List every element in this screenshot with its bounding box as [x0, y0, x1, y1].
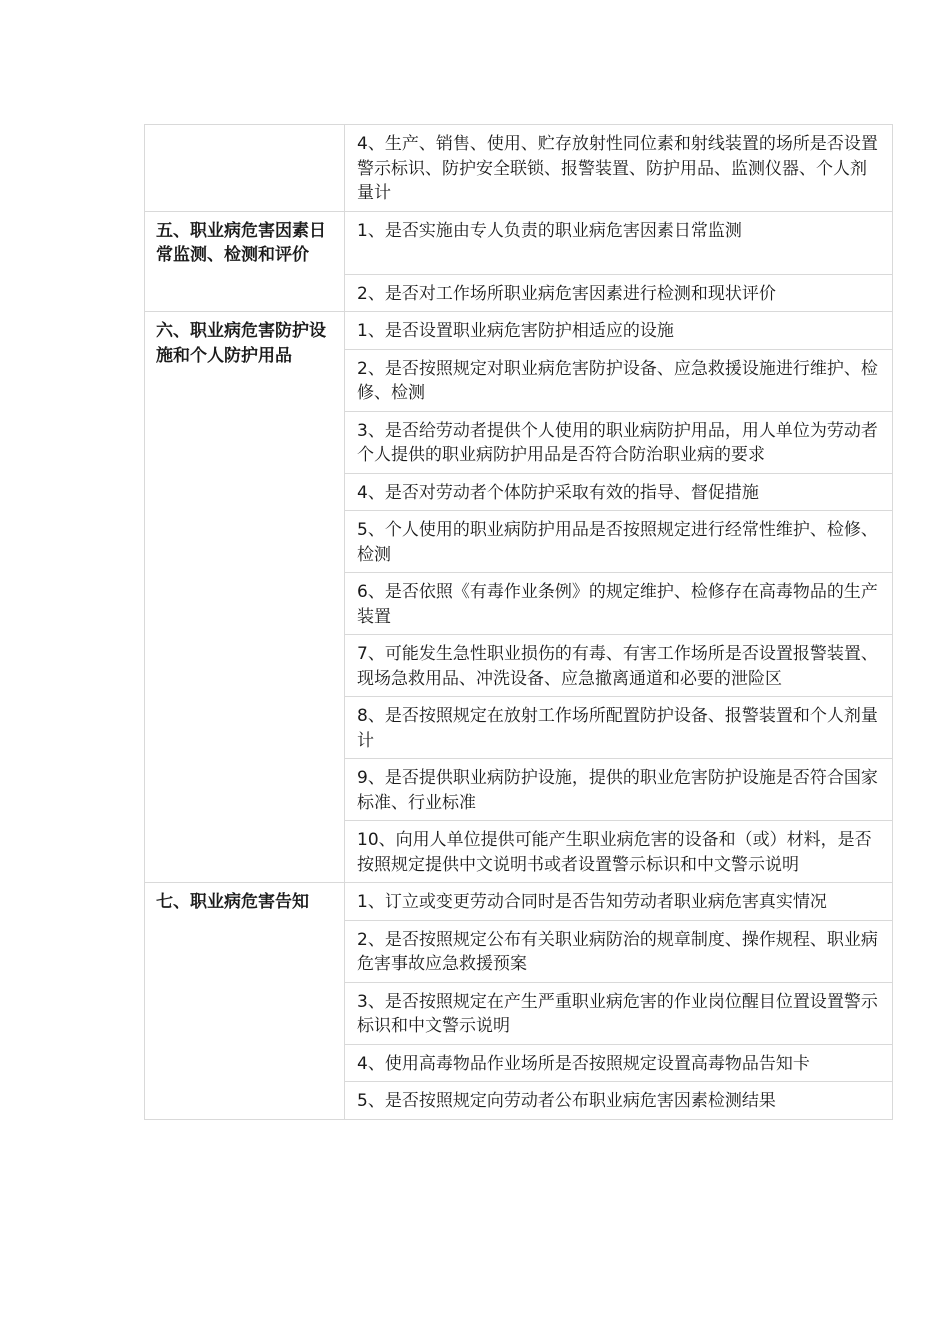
check-item: 2、是否按照规定公布有关职业病防治的规章制度、操作规程、职业病危害事故应急救援预案	[345, 920, 893, 982]
table-row	[145, 125, 893, 212]
check-item: 5、个人使用的职业病防护用品是否按照规定进行经常性维护、检修、检测	[345, 511, 893, 573]
check-item: 4、使用高毒物品作业场所是否按照规定设置高毒物品告知卡	[345, 1044, 893, 1082]
check-item: 3、是否给劳动者提供个人使用的职业病防护用品，用人单位为劳动者个人提供的职业病防护用品是否符合防治职业病的要求	[345, 411, 893, 473]
category-cell: 七、职业病危害告知	[145, 883, 345, 1120]
check-item: 1、订立或变更劳动合同时是否告知劳动者职业病危害真实情况	[345, 883, 893, 921]
category-cell: 六、职业病危害防护设施和个人防护用品	[145, 312, 345, 883]
check-item: 8、是否按照规定在放射工作场所配置防护设备、报警装置和个人剂量计	[345, 697, 893, 759]
table-row	[145, 312, 893, 350]
inspection-checklist-table	[144, 124, 893, 1120]
check-item: 1、是否实施由专人负责的职业病危害因素日常监测	[345, 211, 893, 274]
check-item: 2、是否对工作场所职业病危害因素进行检测和现状评价	[345, 274, 893, 312]
table-row	[145, 883, 893, 921]
check-item: 10、向用人单位提供可能产生职业病危害的设备和（或）材料，是否按照规定提供中文说明书或者设置警示标识和中文警示说明	[345, 821, 893, 883]
check-item: 9、是否提供职业病防护设施，提供的职业危害防护设施是否符合国家标准、行业标准	[345, 759, 893, 821]
check-item: 7、可能发生急性职业损伤的有毒、有害工作场所是否设置报警装置、现场急救用品、冲洗设备、应急撤离通道和必要的泄险区	[345, 635, 893, 697]
check-item: 4、是否对劳动者个体防护采取有效的指导、督促措施	[345, 473, 893, 511]
check-item: 2、是否按照规定对职业病危害防护设备、应急救援设施进行维护、检修、检测	[345, 349, 893, 411]
check-item: 3、是否按照规定在产生严重职业病危害的作业岗位醒目位置设置警示标识和中文警示说明	[345, 982, 893, 1044]
table-row	[145, 211, 893, 274]
category-cell	[145, 125, 345, 212]
check-item: 4、生产、销售、使用、贮存放射性同位素和射线装置的场所是否设置警示标识、防护安全联锁、报警装置、防护用品、监测仪器、个人剂量计	[345, 125, 893, 212]
category-cell: 五、职业病危害因素日常监测、检测和评价	[145, 211, 345, 312]
check-item: 5、是否按照规定向劳动者公布职业病危害因素检测结果	[345, 1082, 893, 1120]
check-item: 6、是否依照《有毒作业条例》的规定维护、检修存在高毒物品的生产装置	[345, 573, 893, 635]
check-item: 1、是否设置职业病危害防护相适应的设施	[345, 312, 893, 350]
